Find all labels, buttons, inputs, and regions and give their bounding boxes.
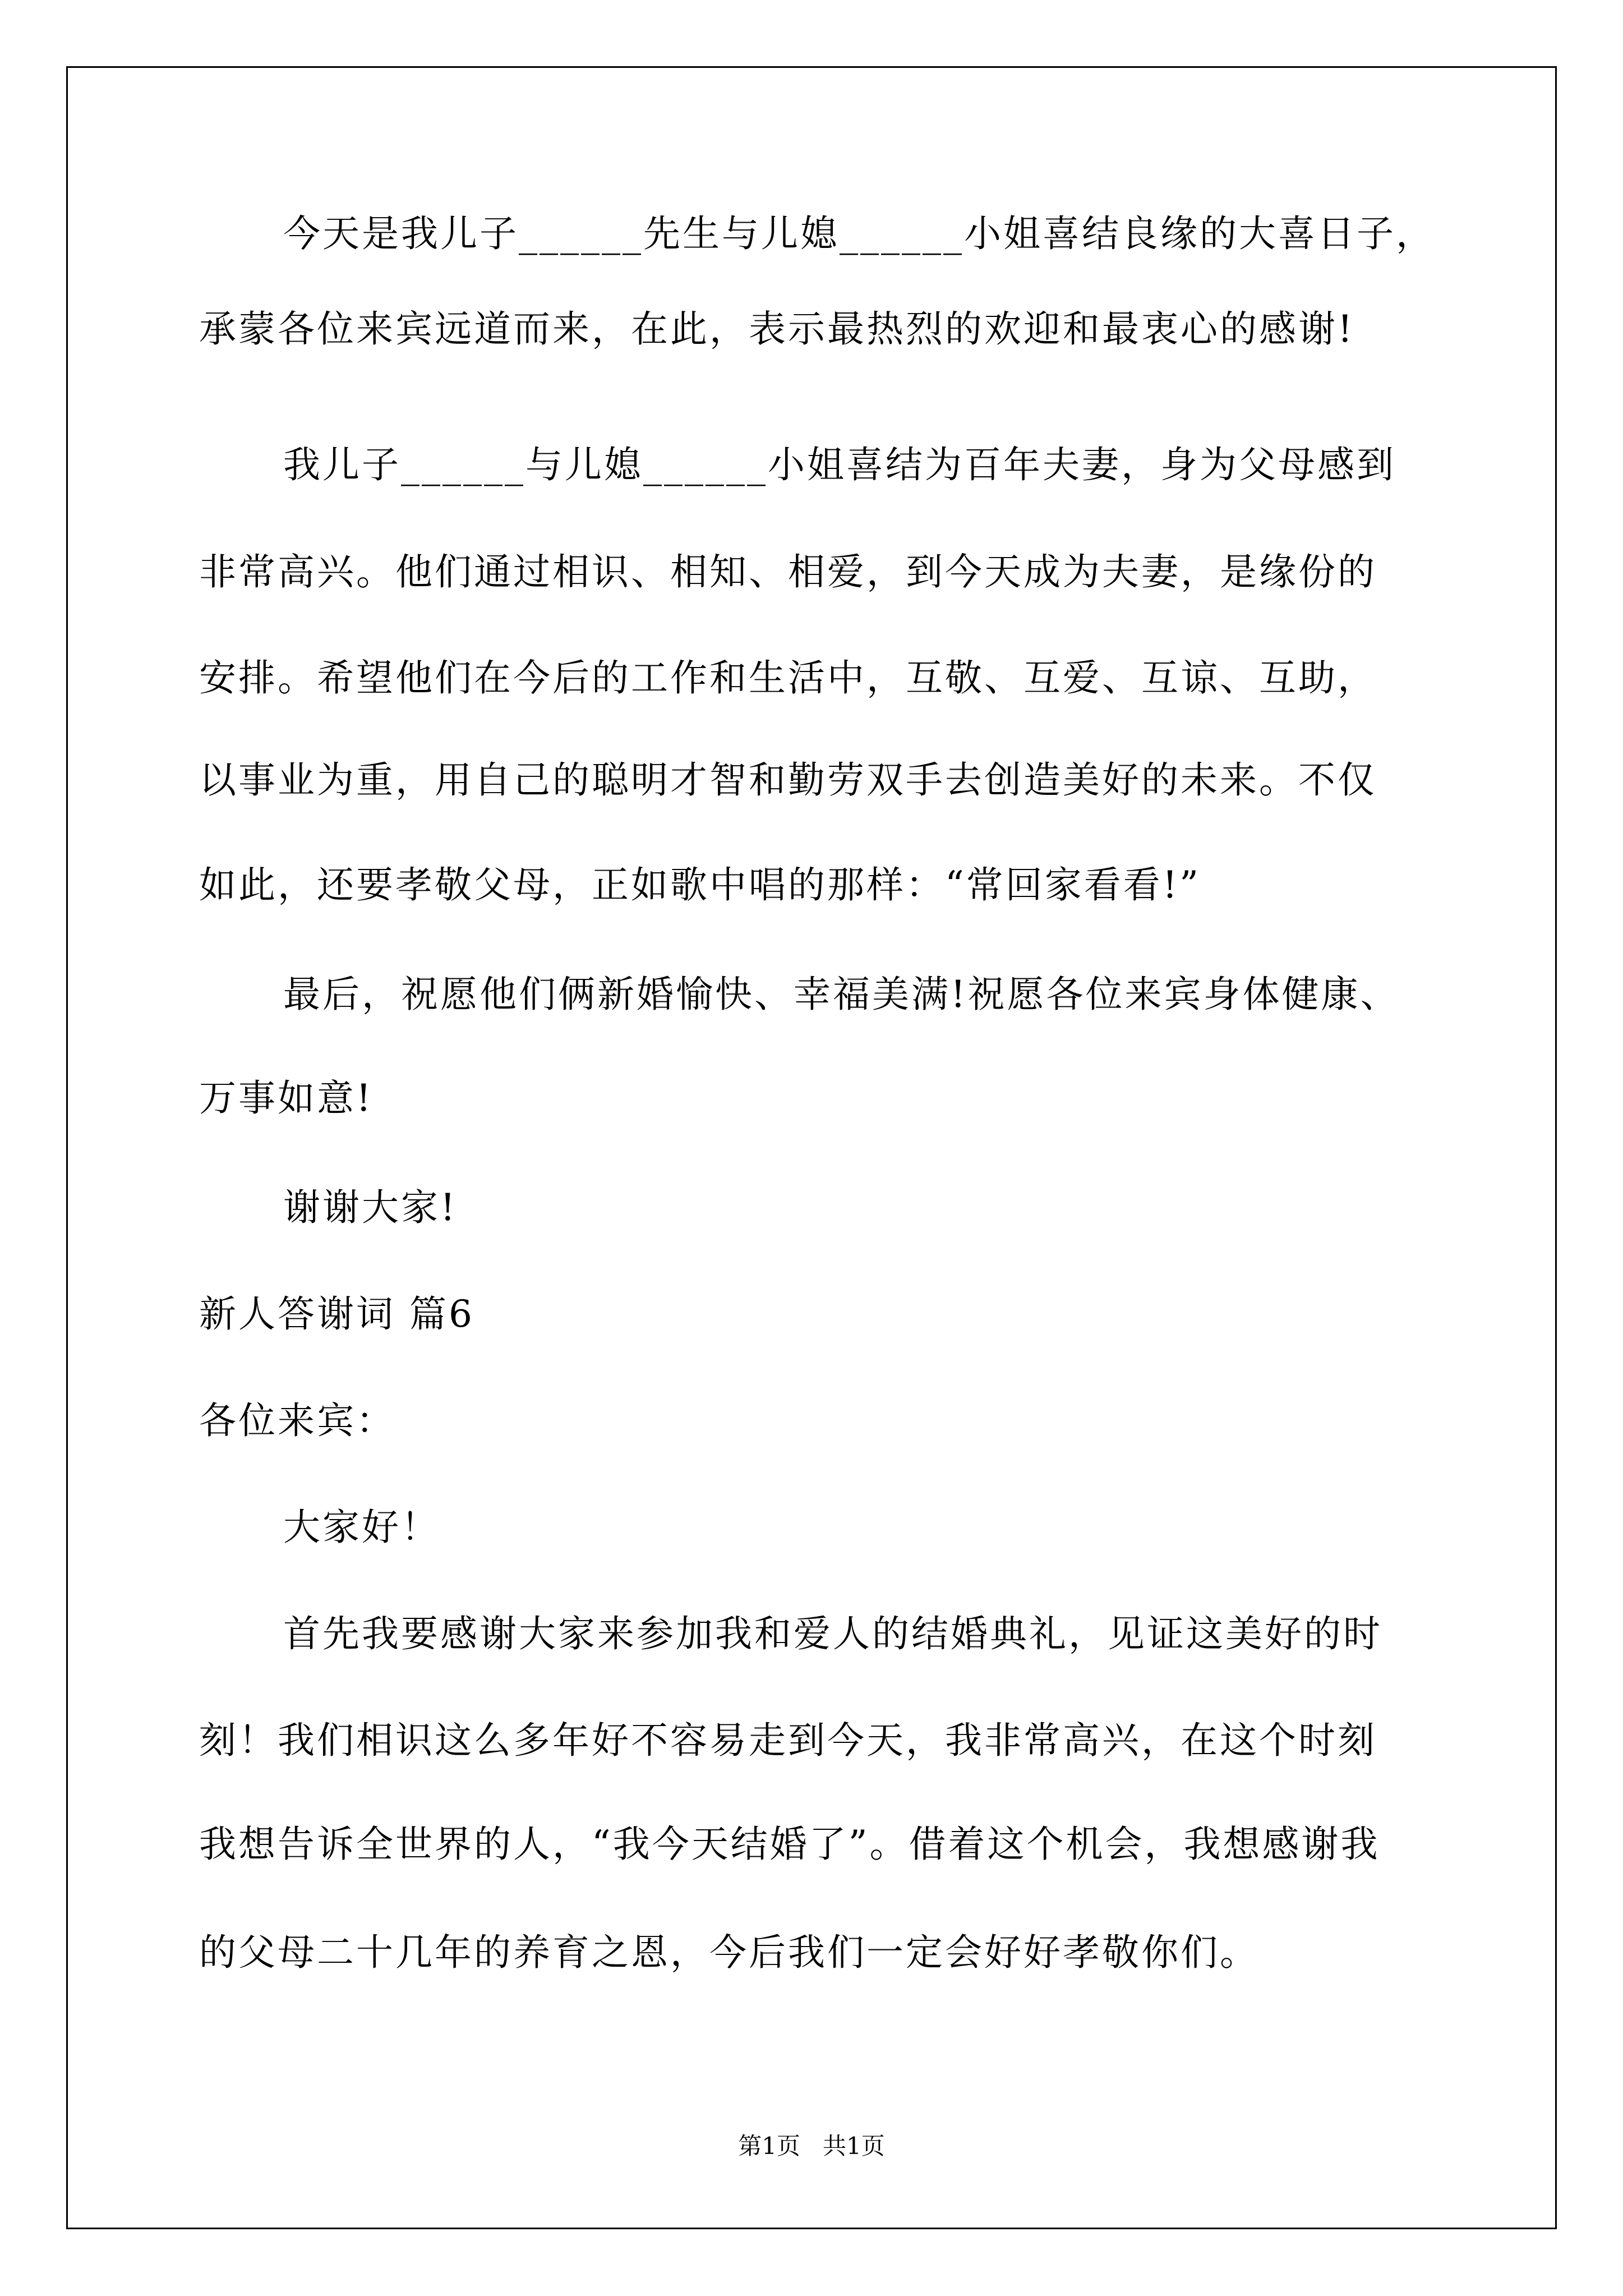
paragraph-line: 如此，还要孝敬父母，正如歌中唱的那样：“常回家看看!”	[199, 863, 1201, 907]
paragraph-line: 的父母二十几年的养育之恩，今后我们一定会好好孝敬你们。	[199, 1931, 1259, 1974]
paragraph-line: 安排。希望他们在今后的工作和生活中，互敬、互爱、互谅、互助，	[199, 656, 1377, 700]
salutation: 各位来宾：	[199, 1399, 395, 1442]
page-border	[66, 66, 1557, 2229]
paragraph-line: 首先我要感谢大家来参加我和爱人的结婚典礼，见证这美好的时	[283, 1612, 1382, 1655]
paragraph-line: 非常高兴。他们通过相识、相知、相爱，到今天成为夫妻，是缘份的	[199, 550, 1377, 593]
paragraph-line: 我儿子______与儿媳______小姐喜结为百年夫妻，身为父母感到	[283, 443, 1396, 486]
paragraph-line: 我想告诉全世界的人，“我今天结婚了”。借着这个机会，我想感谢我	[199, 1823, 1380, 1866]
paragraph-line: 最后，祝愿他们俩新婚愉快、幸福美满!祝愿各位来宾身体健康、	[283, 973, 1400, 1016]
paragraph-line: 刻！我们相识这么多年好不容易走到今天，我非常高兴，在这个时刻	[199, 1719, 1377, 1762]
paragraph-line: 万事如意!	[199, 1076, 374, 1120]
paragraph-line: 今天是我儿子______先生与儿媳______小姐喜结良缘的大喜日子，	[283, 212, 1435, 255]
section-heading: 新人答谢词 篇6	[199, 1292, 474, 1336]
paragraph-line: 谢谢大家!	[283, 1186, 458, 1229]
page-number: 第1页 共1页	[738, 2132, 885, 2160]
paragraph-line: 以事业为重，用自己的聪明才智和勤劳双手去创造美好的未来。不仅	[199, 758, 1377, 802]
greeting: 大家好！	[283, 1506, 440, 1549]
paragraph-line: 承蒙各位来宾远道而来，在此，表示最热烈的欢迎和最衷心的感谢!	[199, 307, 1355, 351]
